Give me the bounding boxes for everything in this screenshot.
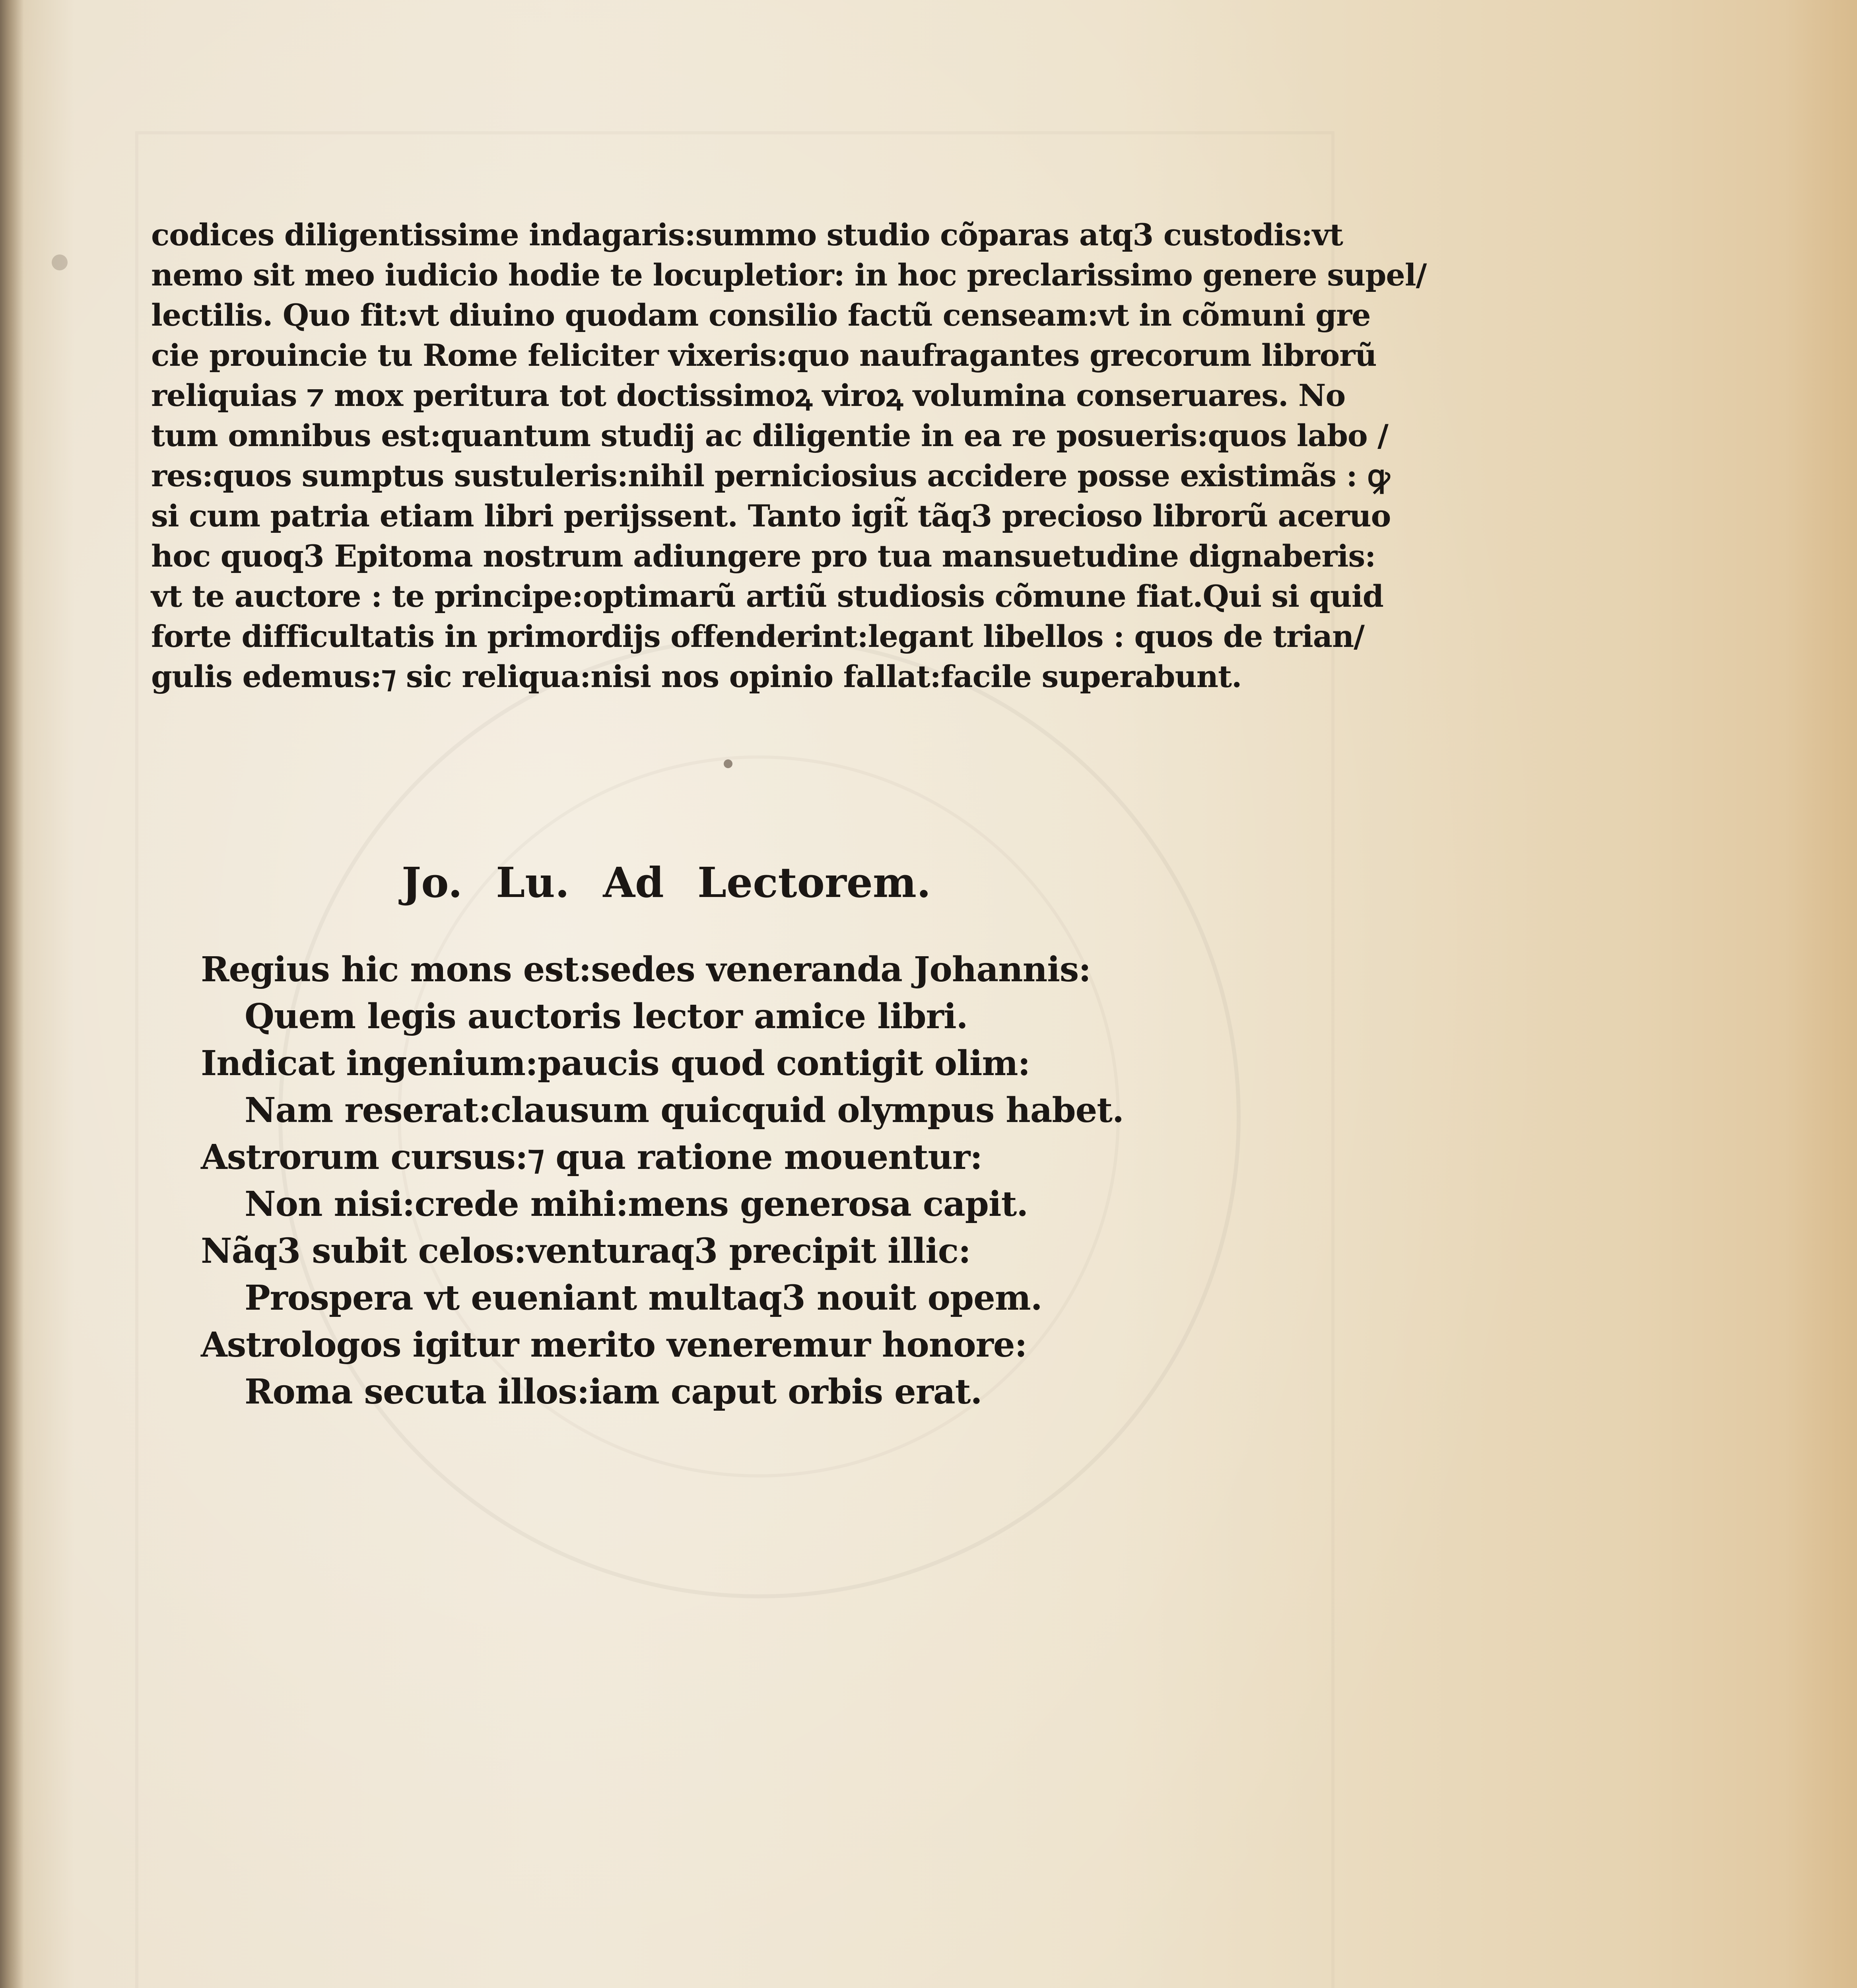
poem-verse: Astrorum cursus:⁊ qua ratione mouentur: — [201, 1137, 983, 1177]
poem-block — [201, 946, 1155, 1415]
poem-verse: Non nisi:crede mihi:mens generosa capit. — [245, 1184, 1028, 1224]
prose-line: nemo sit meo iudicio hodie te locupletior: in hoc preclarissimo genere supel/ — [151, 257, 1427, 293]
poem-verse: Astrologos igitur merito veneremur honore: — [201, 1325, 1027, 1365]
prose-line: codices diligentissime indagaris:summo studio cõparas atq3 custodis:vt — [151, 217, 1343, 252]
poem-verse: Regius hic mons est:sedes veneranda Johannis: — [201, 949, 1091, 990]
prose-line: cie prouincie tu Rome feliciter vixeris:quo naufragantes grecorum librorũ — [151, 338, 1377, 373]
prose-line: tum omnibus est:quantum studij ac diligentie in ea re posueris:quos labo / — [151, 418, 1388, 453]
prose-line: hoc quoq3 Epitoma nostrum adiungere pro tua mansuetudine dignaberis: — [151, 538, 1376, 574]
prose-line: res:quos sumptus sustuleris:nihil perniciosius accidere posse existimãs : ꝙ — [151, 458, 1390, 493]
poem-heading: Jo. Lu. Ad Lectorem. — [402, 858, 931, 907]
prose-line: vt te auctore : te principe:optimarũ artiũ studiosis cõmune fiat.Qui si quid — [151, 579, 1383, 614]
poem-verse: Roma secuta illos:iam caput orbis erat. — [245, 1372, 982, 1412]
prose-line: reliquias ⁊ mox peritura tot doctissimoꝝ viroꝝ volumina conseruares. No — [151, 378, 1346, 413]
poem-verse: Indicat ingenium:paucis quod contigit olim: — [201, 1043, 1030, 1083]
poem-verse: Nam reserat:clausum quicquid olympus habet. — [245, 1090, 1124, 1130]
prose-block — [151, 215, 1427, 697]
prose-line: gulis edemus:⁊ sic reliqua:nisi nos opinio fallat:facile superabunt. — [151, 659, 1242, 694]
poem-verse: Nãq3 subit celos:venturaq3 precipit illic: — [201, 1231, 971, 1271]
poem-verse: Prospera vt eueniant multaq3 nouit opem. — [245, 1278, 1042, 1318]
prose-line: lectilis. Quo fit:vt diuino quodam consilio factũ censeam:vt in cõmuni gre — [151, 297, 1371, 333]
prose-line: si cum patria etiam libri perijssent. Tanto igit̃ tãq3 precioso librorũ aceruo — [151, 498, 1391, 534]
poem-verse: Quem legis auctoris lector amice libri. — [245, 996, 968, 1037]
prose-line: forte difficultatis in primordijs offenderint:legant libellos : quos de trian/ — [151, 619, 1365, 654]
ink-spot — [724, 759, 732, 768]
ink-spot — [52, 254, 68, 270]
